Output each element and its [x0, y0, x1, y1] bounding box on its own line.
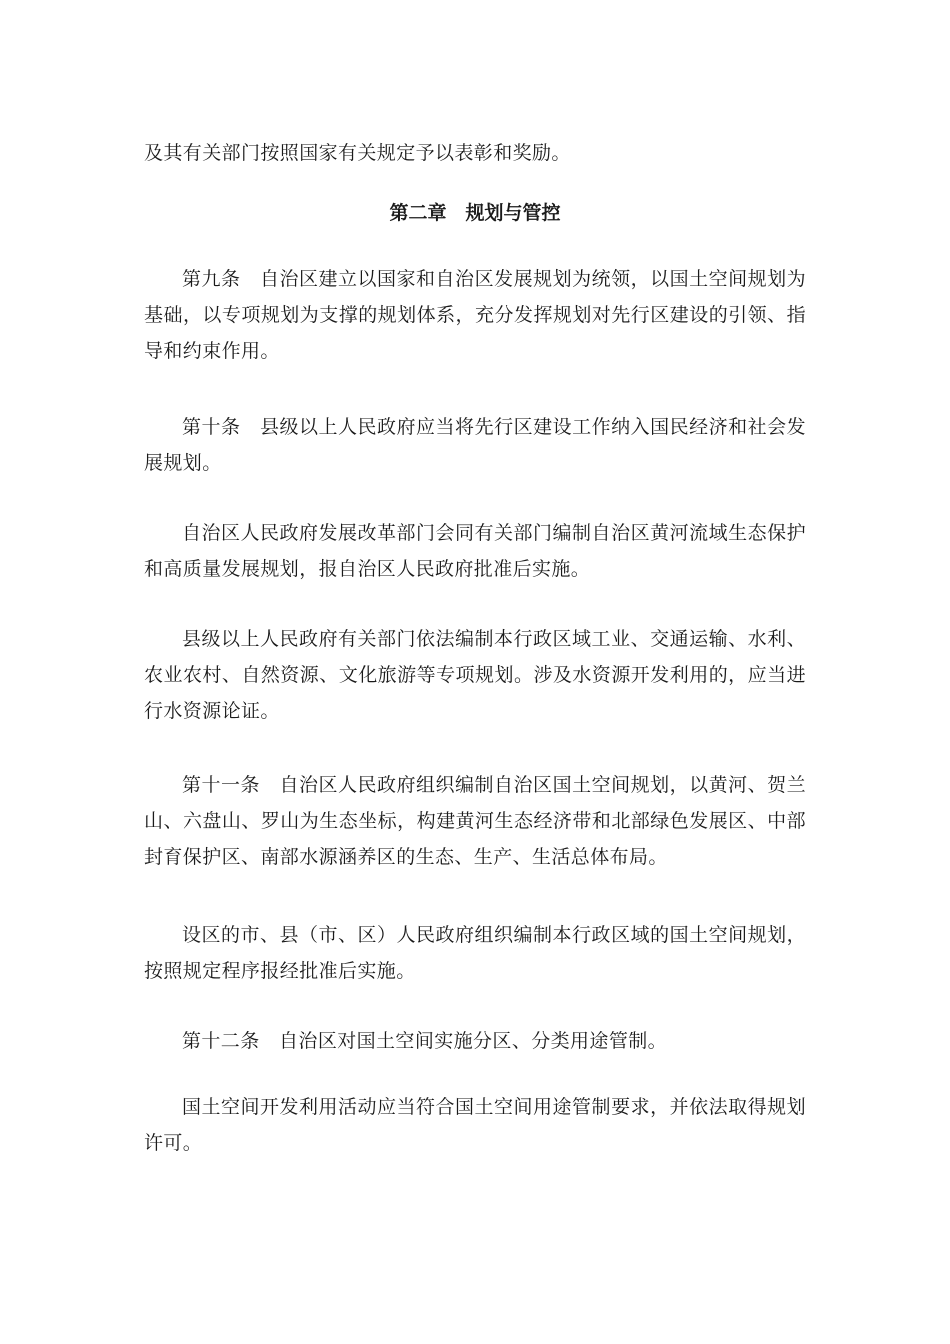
article-label: 第九条: [182, 268, 241, 290]
article-10-para-2: 自治区人民政府发展改革部门会同有关部门编制自治区黄河流域生态保护和高质量发展规划，报自治区人民政府批准后实施。: [144, 522, 806, 580]
carryover-paragraph: 及其有关部门按照国家有关规定予以表彰和奖励。: [144, 142, 571, 164]
article-text: 自治区人民政府组织编制自治区国土空间规划，以黄河、贺兰山、六盘山、罗山为生态坐标，构建黄河生态经济带和北部绿色发展区、中部封育保护区、南部水源涵养区的生态、生产、生活总体布局。: [144, 774, 806, 868]
article-11-paragraph: [144, 767, 806, 875]
article-text: 自治区建立以国家和自治区发展规划为统领，以国土空间规划为基础，以专项规划为支撑的规划体系，充分发挥规划对先行区建设的引领、指导和约束作用。: [144, 268, 807, 362]
article-label: 第十一条: [182, 774, 261, 796]
article-11-para-2: 设区的市、县（市、区）人民政府组织编制本行政区域的国土空间规划，按照规定程序报经批准后实施。: [144, 924, 806, 982]
article-label: 第十二条: [182, 1030, 260, 1052]
article-12-para-2: 国土空间开发利用活动应当符合国土空间用途管制要求，并依法取得规划许可。: [144, 1096, 806, 1154]
article-text: 自治区对国土空间实施分区、分类用途管制。: [279, 1030, 668, 1052]
article-10-para-3: 县级以上人民政府有关部门依法编制本行政区域工业、交通运输、水利、农业农村、自然资源、文化旅游等专项规划。涉及水资源开发利用的，应当进行水资源论证。: [144, 628, 806, 722]
chapter-heading: 第二章 规划与管控: [389, 202, 561, 224]
article-9-paragraph: [144, 261, 806, 369]
article-text: 县级以上人民政府应当将先行区建设工作纳入国民经济和社会发展规划。: [144, 416, 807, 474]
article-10-paragraph: [144, 409, 806, 481]
article-label: 第十条: [182, 416, 241, 438]
article-12-paragraph: [144, 1023, 806, 1059]
